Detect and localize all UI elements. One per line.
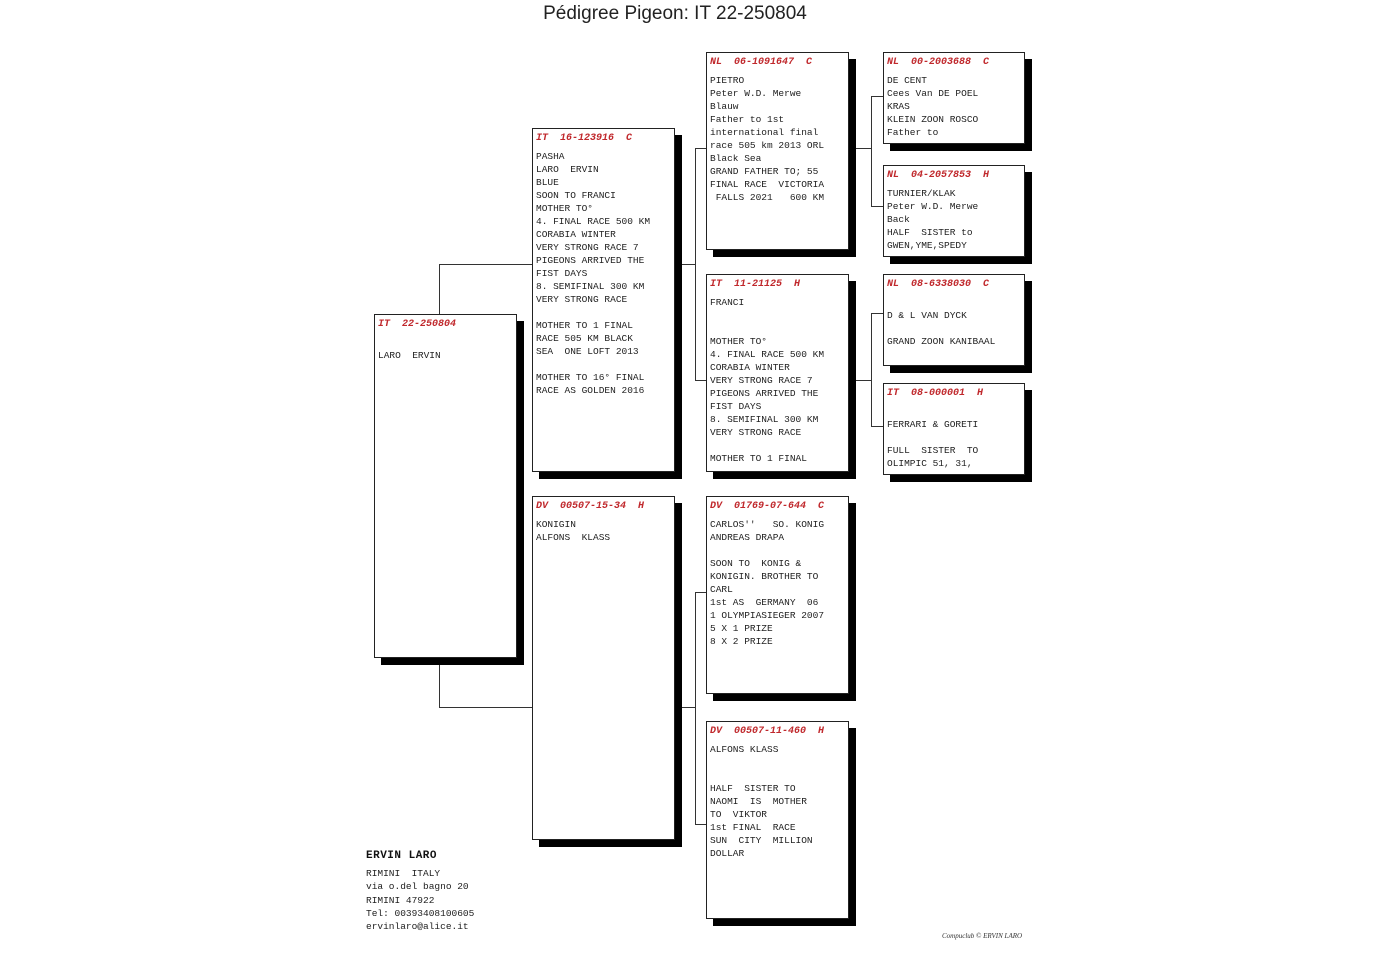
pigeon-info-line: ANDREAS DRAPA xyxy=(710,532,785,543)
pigeon-info-line xyxy=(536,306,671,319)
pigeon-info-line: VERY STRONG RACE xyxy=(710,427,802,438)
pigeon-card-sire-dam-dam[interactable] xyxy=(883,383,1025,475)
connector xyxy=(871,96,883,97)
connector xyxy=(871,313,872,426)
pigeon-info-line: OLIMPIC 51, 31, xyxy=(887,458,973,469)
pigeon-info-line: LARO ERVIN xyxy=(536,164,599,175)
pigeon-card-dam-dam[interactable] xyxy=(706,721,849,919)
pigeon-card-sire-sire-sire[interactable] xyxy=(883,52,1025,144)
pigeon-card-dam-sire[interactable] xyxy=(706,496,849,694)
connector xyxy=(849,148,871,149)
pigeon-info-line: GWEN,YME,SPEDY xyxy=(887,240,967,251)
owner-email[interactable]: ervinlaro@alice.it xyxy=(366,921,469,933)
connector xyxy=(871,96,872,206)
pigeon-info-line: Father to xyxy=(887,127,939,138)
pigeon-card-sire-sire-dam[interactable] xyxy=(883,165,1025,257)
pigeon-info-line: VERY STRONG RACE 7 xyxy=(710,375,813,386)
pigeon-info-line: PIGEONS ARRIVED THE xyxy=(536,255,645,266)
pigeon-card-sire-dam-sire[interactable] xyxy=(883,274,1025,366)
pigeon-info-line: VERY STRONG RACE 7 xyxy=(536,242,639,253)
ring-number: DV 00507-11-460 H xyxy=(710,726,825,737)
pigeon-info-line xyxy=(887,296,1021,309)
pigeon-info-line: MOTHER TO 1 FINAL xyxy=(536,320,633,331)
pigeon-info-line: HALF SISTER to xyxy=(887,227,973,238)
connector xyxy=(439,658,440,707)
pigeon-info-line: GRAND FATHER TO; 55 xyxy=(710,166,819,177)
connector xyxy=(871,313,883,314)
pigeon-info-line: FRANCI xyxy=(710,297,745,308)
pigeon-info-line: MOTHER TO 1 FINAL xyxy=(710,453,807,464)
pigeon-info-line: 1st FINAL RACE xyxy=(710,822,796,833)
owner-address-line: RIMINI 47922 xyxy=(366,894,435,906)
pigeon-info-line: FIST DAYS xyxy=(536,268,588,279)
pigeon-info-line: SEA ONE LOFT 2013 xyxy=(536,346,639,357)
pigeon-info-line xyxy=(710,309,845,322)
pigeon-info-line: RACE AS GOLDEN 2016 xyxy=(536,385,645,396)
connector xyxy=(695,148,696,380)
pigeon-info-line: SOON TO FRANCI xyxy=(536,190,616,201)
pigeon-info-line: KRAS xyxy=(887,101,910,112)
ring-number: NL 06-1091647 C xyxy=(710,57,813,68)
pigeon-info-line: HALF SISTER TO xyxy=(710,783,796,794)
pigeon-info-line: ALFONS KLASS xyxy=(710,744,779,755)
pigeon-info-line: CARLOS'' SO. KONIG xyxy=(710,519,825,530)
pigeon-info-line: FIST DAYS xyxy=(710,401,762,412)
pigeon-info-line: TO VIKTOR xyxy=(710,809,768,820)
pigeon-info-line: KONIGIN. BROTHER TO xyxy=(710,571,819,582)
pigeon-info-line xyxy=(710,439,845,452)
pigeon-info-line: BLUE xyxy=(536,177,559,188)
ring-number: NL 04-2057853 H xyxy=(887,170,990,181)
pigeon-info-line: PIETRO xyxy=(710,75,745,86)
pigeon-info-line: PASHA xyxy=(536,151,565,162)
pigeon-info-line: KONIGIN xyxy=(536,519,576,530)
ring-number: DV 01769-07-644 C xyxy=(710,501,825,512)
pigeon-info-line xyxy=(710,544,845,557)
connector xyxy=(439,707,532,708)
pigeon-info-line: D & L VAN DYCK xyxy=(887,310,967,321)
pigeon-info-line xyxy=(887,405,1021,418)
pigeon-info-line: CARL xyxy=(710,584,733,595)
pigeon-info-line: MOTHER TO° xyxy=(536,203,594,214)
ring-number: NL 08-6338030 C xyxy=(887,279,990,290)
pigeon-info-line: KLEIN ZOON ROSCO xyxy=(887,114,979,125)
connector xyxy=(439,264,532,265)
pigeon-info-line: 5 X 1 PRIZE xyxy=(710,623,773,634)
pigeon-info-line: RACE 505 KM BLACK xyxy=(536,333,633,344)
connector xyxy=(675,264,695,265)
pigeon-info-line: FULL SISTER TO xyxy=(887,445,979,456)
connector xyxy=(439,264,440,314)
pigeon-info-line xyxy=(536,358,671,371)
pigeon-info-line: LARO ERVIN xyxy=(378,350,441,361)
pigeon-info-line: 4. FINAL RACE 500 KM xyxy=(710,349,825,360)
pigeon-info-line: CORABIA WINTER xyxy=(710,362,790,373)
pigeon-info-line: Blauw xyxy=(710,101,739,112)
pigeon-info-line: MOTHER TO 16° FINAL xyxy=(536,372,645,383)
pigeon-info-line: Peter W.D. Merwe xyxy=(710,88,802,99)
connector xyxy=(695,592,696,824)
pigeon-info-line xyxy=(887,431,1021,444)
pigeon-info-line: 4. FINAL RACE 500 KM xyxy=(536,216,651,227)
pigeon-info-line xyxy=(887,322,1021,335)
pigeon-info-line: PIGEONS ARRIVED THE xyxy=(710,388,819,399)
pigeon-info-line: NAOMI IS MOTHER xyxy=(710,796,807,807)
pigeon-info-line: GRAND ZOON KANIBAAL xyxy=(887,336,996,347)
ring-number: IT 16-123916 C xyxy=(536,133,633,144)
pigeon-info-line: DOLLAR xyxy=(710,848,745,859)
pigeon-info-line: VERY STRONG RACE xyxy=(536,294,628,305)
pigeon-info-line: 1st AS GERMANY 06 xyxy=(710,597,819,608)
pigeon-info-line xyxy=(710,322,845,335)
connector xyxy=(849,380,871,381)
pigeon-card-sire-sire[interactable] xyxy=(706,52,849,250)
owner-name: ERVIN LARO xyxy=(366,850,438,862)
ring-number: IT 11-21125 H xyxy=(710,279,801,290)
pigeon-card-subject[interactable] xyxy=(374,314,517,658)
pigeon-info-line xyxy=(710,769,845,782)
pigeon-info-line: Peter W.D. Merwe xyxy=(887,201,979,212)
pigeon-info-line: TURNIER/KLAK xyxy=(887,188,956,199)
connector xyxy=(871,426,883,427)
pigeon-info-line: race 505 km 2013 ORL xyxy=(710,140,825,151)
owner-address-line: RIMINI ITALY xyxy=(366,868,441,879)
pigeon-card-sire[interactable] xyxy=(532,128,675,472)
owner-block xyxy=(366,849,474,933)
pigeon-info-line: DE CENT xyxy=(887,75,927,86)
pigeon-info-line: CORABIA WINTER xyxy=(536,229,616,240)
pigeon-info-line: 1 OLYMPIASIEGER 2007 xyxy=(710,610,825,621)
connector xyxy=(871,206,883,207)
pigeon-info-line: FERRARI & GORETI xyxy=(887,419,979,430)
ring-number: IT 22-250804 xyxy=(378,319,457,330)
pigeon-info-line: ALFONS KLASS xyxy=(536,532,611,543)
owner-address-line: via o.del bagno 20 xyxy=(366,881,469,893)
pigeon-info-line: FINAL RACE VICTORIA xyxy=(710,179,825,190)
software-credit: Compuclub © ERVIN LARO xyxy=(942,932,1023,940)
pigeon-card-sire-dam[interactable] xyxy=(706,274,849,472)
pigeon-info-line: SOON TO KONIG & xyxy=(710,558,802,569)
pigeon-info-line: 8. SEMIFINAL 300 KM xyxy=(710,414,819,425)
pigeon-info-line: international final xyxy=(710,127,819,138)
pigeon-info-line: 8. SEMIFINAL 300 KM xyxy=(536,281,645,292)
pigeon-info-line: Cees Van DE POEL xyxy=(887,88,979,99)
pigeon-info-line: Back xyxy=(887,214,910,225)
pigeon-info-line: MOTHER TO° xyxy=(710,336,768,347)
pigeon-info-line xyxy=(378,336,513,349)
pigeon-info-line: SUN CITY MILLION xyxy=(710,835,813,846)
ring-number: NL 00-2003688 C xyxy=(887,57,990,68)
pigeon-card-dam[interactable] xyxy=(532,496,675,840)
ring-number: DV 00507-15-34 H xyxy=(536,501,645,512)
owner-phone: Tel: 00393408100605 xyxy=(366,907,475,919)
page-title: Pédigree Pigeon: IT 22-250804 xyxy=(543,3,807,24)
ring-number: IT 08-000001 H xyxy=(887,388,984,399)
pigeon-info-line: FALLS 2021 600 KM xyxy=(710,192,825,203)
pigeon-info-line: Father to 1st xyxy=(710,114,785,125)
pigeon-info-line: Black Sea xyxy=(710,153,762,164)
pigeon-info-line: 8 X 2 PRIZE xyxy=(710,636,773,647)
pigeon-info-line xyxy=(710,756,845,769)
connector xyxy=(675,707,695,708)
